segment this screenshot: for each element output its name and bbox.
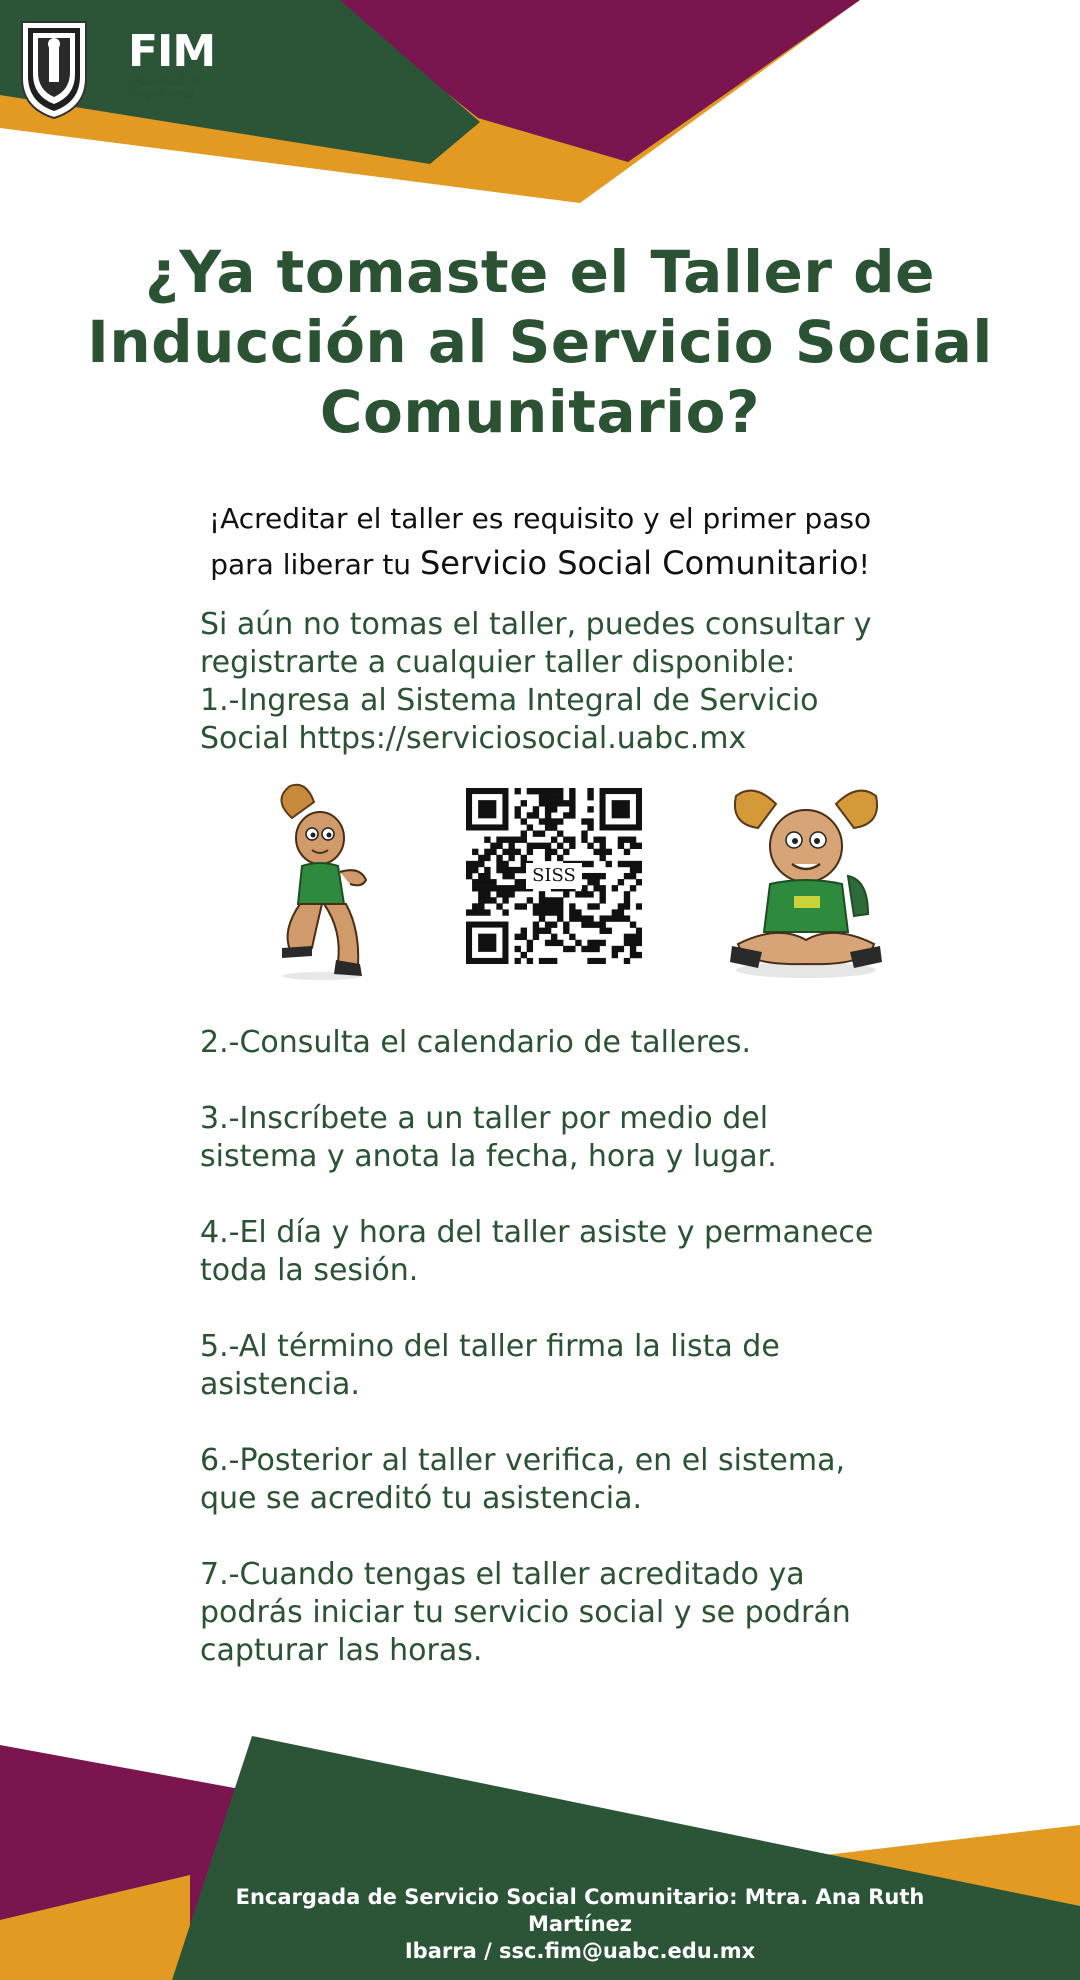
uabc-shield-icon bbox=[16, 16, 92, 120]
intro-line-start: para liberar tu bbox=[210, 548, 420, 581]
step-line: que se acreditó tu asistencia. bbox=[200, 1481, 642, 1516]
fim-logo-subtitle-line: Facultad de bbox=[132, 74, 204, 88]
ram-mascot-sitting-icon bbox=[718, 784, 894, 980]
step-line: 3.-Inscríbete a un taller por medio del bbox=[200, 1101, 769, 1136]
step-spacer bbox=[200, 1404, 960, 1442]
mascot-right bbox=[718, 784, 894, 980]
footer-line: Encargada de Servicio Social Comunitario: Mtra. Ana Ruth Martínez bbox=[235, 1885, 925, 1936]
intro-line bbox=[120, 541, 960, 587]
step-line: sistema y anota la fecha, hora y lugar. bbox=[200, 1139, 777, 1174]
step-line: asistencia. bbox=[200, 1367, 360, 1402]
ram-mascot-waving-icon bbox=[262, 780, 382, 980]
fim-logo bbox=[128, 26, 216, 110]
step-item bbox=[200, 1214, 960, 1290]
uabc-logo bbox=[16, 16, 92, 120]
step-line: toda la sesión. bbox=[200, 1253, 419, 1288]
step-line: 6.-Posterior al taller verifica, en el sistema, bbox=[200, 1443, 845, 1478]
step-item bbox=[200, 1024, 960, 1062]
step-item bbox=[200, 1328, 960, 1404]
intro-emphasis: Servicio Social Comunitario bbox=[419, 544, 859, 582]
step-spacer bbox=[200, 1518, 960, 1556]
footer-line: Ibarra / ssc.fim@uabc.edu.mx bbox=[404, 1939, 756, 1963]
step-line: 2.-Consulta el calendario de talleres. bbox=[200, 1025, 752, 1060]
step-item bbox=[200, 1100, 960, 1176]
title-line: Inducción al Servicio Social bbox=[87, 308, 993, 376]
intro-text bbox=[120, 497, 960, 587]
step-item bbox=[200, 1556, 960, 1670]
step-spacer bbox=[200, 1062, 960, 1100]
footer-contact bbox=[180, 1884, 980, 1965]
step-line: podrás iniciar tu servicio social y se podrán bbox=[200, 1595, 851, 1630]
fim-logo-subtitle bbox=[132, 75, 203, 101]
poster-title bbox=[80, 237, 1000, 447]
intro-line-end: ! bbox=[858, 548, 870, 581]
step-item bbox=[200, 1442, 960, 1518]
step-line: capturar las horas. bbox=[200, 1633, 483, 1668]
register-line: registrarte a cualquier taller disponible: bbox=[200, 645, 796, 680]
step-line: 5.-Al término del taller firma la lista de bbox=[200, 1329, 780, 1364]
register-instructions bbox=[200, 606, 960, 758]
step-line: 7.-Cuando tengas el taller acreditado ya bbox=[200, 1557, 805, 1592]
title-line: ¿Ya tomaste el Taller de bbox=[145, 238, 935, 306]
title-line: Comunitario? bbox=[319, 378, 761, 446]
step-spacer bbox=[200, 1290, 960, 1328]
fim-logo-letters: FIM bbox=[128, 26, 216, 77]
steps-list bbox=[200, 1024, 960, 1670]
step-spacer bbox=[200, 1176, 960, 1214]
register-line: 1.-Ingresa al Sistema Integral de Servicio bbox=[200, 683, 819, 718]
step-line: 4.-El día y hora del taller asiste y permanece bbox=[200, 1215, 874, 1250]
register-line: Si aún no tomas el taller, puedes consultar y bbox=[200, 607, 872, 642]
qr-label: SISS bbox=[526, 863, 582, 889]
register-line-link[interactable]: Social https://serviciosocial.uabc.mx bbox=[200, 721, 747, 756]
mascot-left bbox=[262, 780, 382, 980]
fim-logo-subtitle-line: Ingeniería bbox=[132, 87, 195, 101]
intro-line: ¡Acreditar el taller es requisito y el primer paso bbox=[208, 502, 872, 535]
